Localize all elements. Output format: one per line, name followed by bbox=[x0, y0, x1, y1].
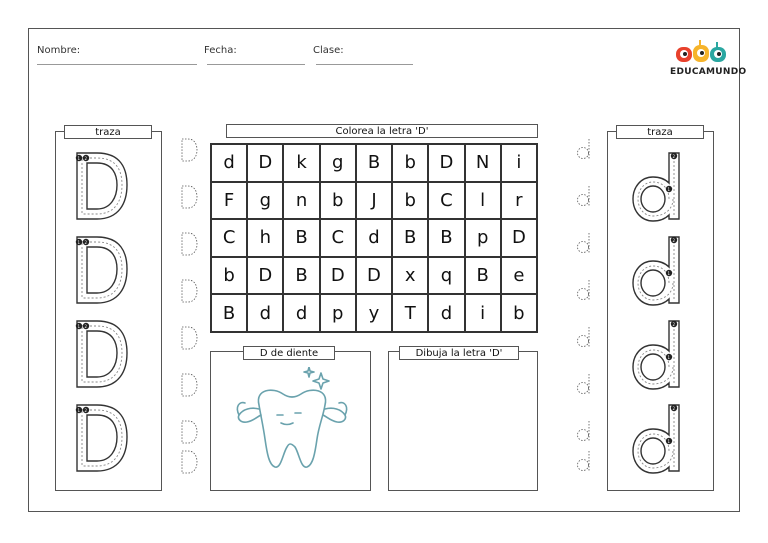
grid-cell[interactable]: r bbox=[501, 182, 537, 220]
letter-grid bbox=[210, 143, 538, 333]
grid-cell[interactable]: p bbox=[320, 294, 356, 332]
grid-cell[interactable]: l bbox=[465, 182, 501, 220]
grid-cell[interactable]: b bbox=[320, 182, 356, 220]
grid-cell[interactable]: B bbox=[356, 144, 392, 182]
dotted-lowercase-d-column bbox=[575, 137, 597, 477]
grid-cell[interactable]: B bbox=[392, 219, 428, 257]
grid-cell[interactable]: B bbox=[428, 219, 464, 257]
logo-mascots-icon bbox=[670, 39, 732, 69]
grid-cell[interactable]: D bbox=[320, 257, 356, 295]
grid-cell[interactable]: b bbox=[392, 182, 428, 220]
grid-cell[interactable]: D bbox=[501, 219, 537, 257]
lowercase-d-tracing-icons bbox=[629, 147, 694, 487]
uppercase-d-tracing-icons bbox=[69, 149, 134, 484]
draw-panel[interactable] bbox=[388, 351, 538, 491]
grid-cell[interactable]: J bbox=[356, 182, 392, 220]
grid-cell[interactable]: C bbox=[320, 219, 356, 257]
nombre-label: Nombre: bbox=[37, 45, 81, 56]
tooth-illustration-icon bbox=[229, 367, 354, 479]
grid-cell[interactable]: D bbox=[356, 257, 392, 295]
grid-cell[interactable]: C bbox=[211, 219, 247, 257]
left-trace-title: traza bbox=[64, 125, 152, 139]
grid-cell[interactable]: q bbox=[428, 257, 464, 295]
grid-cell[interactable]: h bbox=[247, 219, 283, 257]
grid-cell[interactable]: n bbox=[283, 182, 319, 220]
dotted-uppercase-d-column bbox=[177, 137, 199, 477]
grid-cell[interactable]: b bbox=[211, 257, 247, 295]
clase-label: Clase: bbox=[313, 45, 344, 56]
right-trace-title: traza bbox=[616, 125, 704, 139]
grid-cell[interactable]: i bbox=[501, 144, 537, 182]
grid-cell[interactable]: g bbox=[247, 182, 283, 220]
grid-cell[interactable]: p bbox=[465, 219, 501, 257]
worksheet-page bbox=[28, 28, 747, 512]
grid-title: Colorea la letra 'D' bbox=[226, 124, 538, 138]
grid-cell[interactable]: N bbox=[465, 144, 501, 182]
grid-cell[interactable]: e bbox=[501, 257, 537, 295]
grid-cell[interactable]: d bbox=[428, 294, 464, 332]
grid-cell[interactable]: d bbox=[247, 294, 283, 332]
grid-cell[interactable]: b bbox=[501, 294, 537, 332]
grid-cell[interactable]: g bbox=[320, 144, 356, 182]
grid-cell[interactable]: B bbox=[211, 294, 247, 332]
grid-cell[interactable]: D bbox=[247, 144, 283, 182]
grid-cell[interactable]: x bbox=[392, 257, 428, 295]
picture-panel-title: D de diente bbox=[243, 346, 335, 360]
educamundo-logo bbox=[670, 39, 747, 85]
grid-cell[interactable]: B bbox=[283, 219, 319, 257]
grid-cell[interactable]: D bbox=[428, 144, 464, 182]
fecha-line bbox=[207, 64, 305, 65]
grid-cell[interactable]: i bbox=[465, 294, 501, 332]
clase-line bbox=[316, 64, 413, 65]
grid-cell[interactable]: b bbox=[392, 144, 428, 182]
brand-text: EDUCAMUNDO bbox=[670, 67, 747, 77]
grid-cell[interactable]: B bbox=[283, 257, 319, 295]
grid-cell[interactable]: T bbox=[392, 294, 428, 332]
grid-cell[interactable]: B bbox=[465, 257, 501, 295]
grid-cell[interactable]: C bbox=[428, 182, 464, 220]
draw-panel-title: Dibuja la letra 'D' bbox=[399, 346, 519, 360]
grid-cell[interactable]: k bbox=[283, 144, 319, 182]
grid-cell[interactable]: d bbox=[356, 219, 392, 257]
grid-cell[interactable]: d bbox=[211, 144, 247, 182]
grid-cell[interactable]: D bbox=[247, 257, 283, 295]
grid-cell[interactable]: y bbox=[356, 294, 392, 332]
fecha-label: Fecha: bbox=[204, 45, 237, 56]
grid-cell[interactable]: d bbox=[283, 294, 319, 332]
grid-cell[interactable]: F bbox=[211, 182, 247, 220]
nombre-line bbox=[37, 64, 197, 65]
